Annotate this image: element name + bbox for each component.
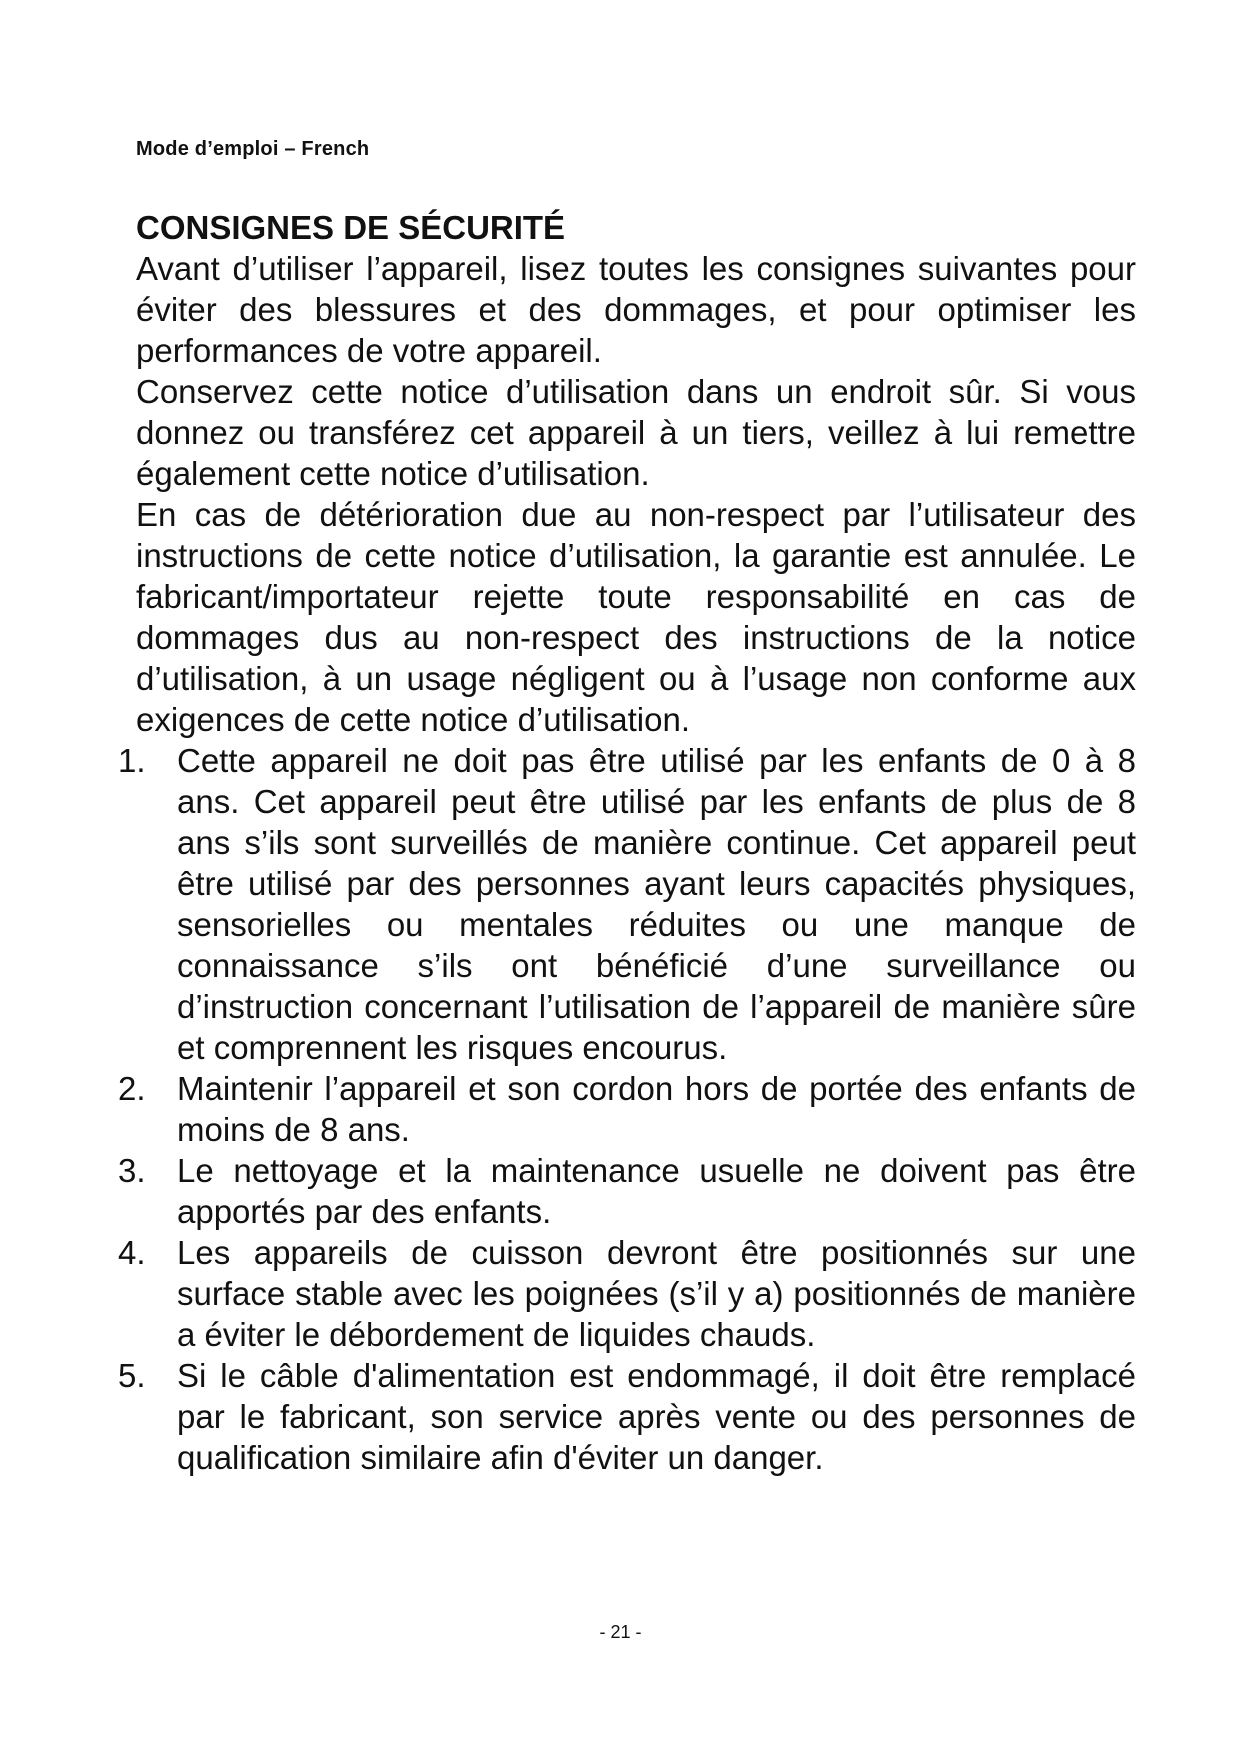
list-item <box>118 1068 1136 1150</box>
list-item-number: 5. <box>118 1357 146 1394</box>
list-item <box>118 1150 1136 1232</box>
list-item-number: 2. <box>118 1070 146 1107</box>
document-header: Mode d’emploi – French <box>136 138 370 160</box>
section-heading: CONSIGNES DE SÉCURITÉ <box>136 209 566 246</box>
warranty-paragraph: En cas de détérioration due au non-respect par l’utilisateur des instructions de cette notice d’utilisation, la garantie est annulée. Le fabricant/importateur rejette toute responsabilité en cas de dommages dus au non-respect des instructions de la notice d’utilisation, à un usage négligent ou à l’usage non conforme aux exigences de cette notice d’utilisation. <box>136 496 1136 738</box>
list-item-number: 3. <box>118 1152 146 1189</box>
list-item <box>118 1355 1136 1478</box>
list-item-number: 1. <box>118 742 146 779</box>
safety-instructions-list <box>118 740 1136 1478</box>
list-item <box>118 740 1136 1068</box>
list-item <box>118 1232 1136 1355</box>
page-number: - 21 - <box>599 1622 642 1642</box>
safety-section <box>118 208 1136 1478</box>
intro-paragraph: Avant d’utiliser l’appareil, lisez toutes les consignes suivantes pour éviter des blessures et des dommages, et pour optimiser les performances de votre appareil. <box>136 250 1136 369</box>
list-item-text: Le nettoyage et la maintenance usuelle ne doivent pas être apportés par des enfants. <box>177 1152 1136 1230</box>
list-item-text: Les appareils de cuisson devront être positionnés sur une surface stable avec les poignées (s’il y a) positionnés de manière a éviter le débordement de liquides chauds. <box>177 1234 1136 1353</box>
list-item-text: Maintenir l’appareil et son cordon hors de portée des enfants de moins de 8 ans. <box>177 1070 1136 1148</box>
list-item-text: Si le câble d'alimentation est endommagé, il doit être remplacé par le fabricant, son service après vente ou des personnes de qualification similaire afin d'éviter un danger. <box>177 1357 1136 1476</box>
list-item-number: 4. <box>118 1234 146 1271</box>
storage-paragraph: Conservez cette notice d’utilisation dans un endroit sûr. Si vous donnez ou transférez cet appareil à un tiers, veillez à lui remettre également cette notice d’utilisation. <box>136 373 1136 492</box>
list-item-text: Cette appareil ne doit pas être utilisé par les enfants de 0 à 8 ans. Cet appareil peut être utilisé par les enfants de plus de 8 ans s’ils sont surveillés de manière continue. Cet appareil peut être utilisé par des personnes ayant leurs capacités physiques, sensorielles ou mentales réduites ou une manque de connaissance s’ils ont bénéficié d’une surveillance ou d’instruction concernant l’utilisation de l’appareil de manière sûre et comprennent les risques encourus. <box>177 742 1136 1066</box>
